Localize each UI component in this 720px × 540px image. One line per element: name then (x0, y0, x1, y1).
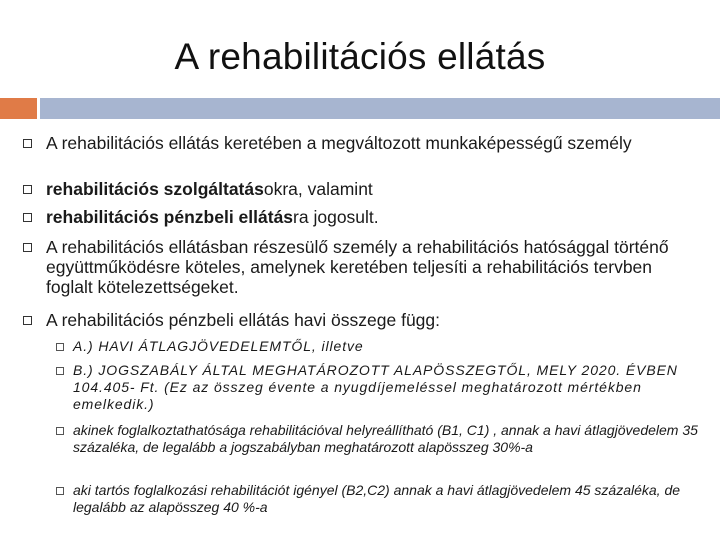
bullet-bold-text: rehabilitációs szolgáltatás (46, 179, 264, 199)
bullet-item (46, 310, 686, 330)
bullet-bold-text: rehabilitációs pénzbeli ellátás (46, 207, 294, 227)
square-bullet-icon (23, 316, 32, 325)
bullet-text: ra jogosult. (293, 207, 379, 227)
subbullet-item (73, 338, 713, 355)
bullet-text: A rehabilitációs ellátás keretében a megváltozott munkaképességű személy (46, 133, 632, 153)
bullet-text: okra, valamint (263, 179, 373, 199)
bullet-item (46, 179, 686, 199)
bullet-text: A rehabilitációs pénzbeli ellátás havi összege függ: (46, 310, 440, 330)
square-bullet-icon (23, 185, 32, 194)
subbullet-item (73, 362, 703, 413)
square-subbullet-icon (56, 427, 64, 435)
subbullet-item (73, 482, 713, 516)
slide-title: A rehabilitációs ellátás (174, 36, 546, 77)
bullet-item (46, 207, 686, 227)
subbullet-item (73, 422, 713, 456)
square-bullet-icon (23, 243, 32, 252)
square-subbullet-icon (56, 487, 64, 495)
bullet-item (46, 133, 686, 153)
square-subbullet-icon (56, 367, 64, 375)
square-subbullet-icon (56, 343, 64, 351)
title-band-accent (0, 98, 37, 119)
subbullet-text: aki tartós foglalkozási rehabilitációt igényel (B2,C2) annak a havi átlagjövedelem 45 százaléka, de legalább az alapösszeg 40 %-a (73, 482, 681, 515)
square-bullet-icon (23, 139, 32, 148)
square-bullet-icon (23, 213, 32, 222)
subbullet-text: B.) JOGSZABÁLY ÁLTAL MEGHATÁROZOTT ALAPÖSSZEGTŐL, MELY 2020. ÉVBEN 104.405- Ft. (Ez az összeg évente a nyugdíjemeléssel meghatározott mértékben emelkedik.) (73, 362, 678, 412)
subbullet-text: A.) HAVI ÁTLAGJÖVEDELEMTŐL, illetve (73, 338, 364, 354)
bullet-item (46, 237, 686, 297)
bullet-text: A rehabilitációs ellátásban részesülő személy a rehabilitációs hatósággal történő együttműködésre köteles, amelynek keretében teljesíti a rehabilitációs tervben foglalt kötelezettségeket. (46, 237, 669, 297)
title-band (40, 98, 720, 119)
subbullet-text: akinek foglalkoztathatósága rehabilitációval helyreállítható (B1, C1) , annak a havi átlagjövedelem 35 százaléka, de legalább a jogszabályban meghatározott alapösszeg 30%-a (73, 422, 698, 455)
